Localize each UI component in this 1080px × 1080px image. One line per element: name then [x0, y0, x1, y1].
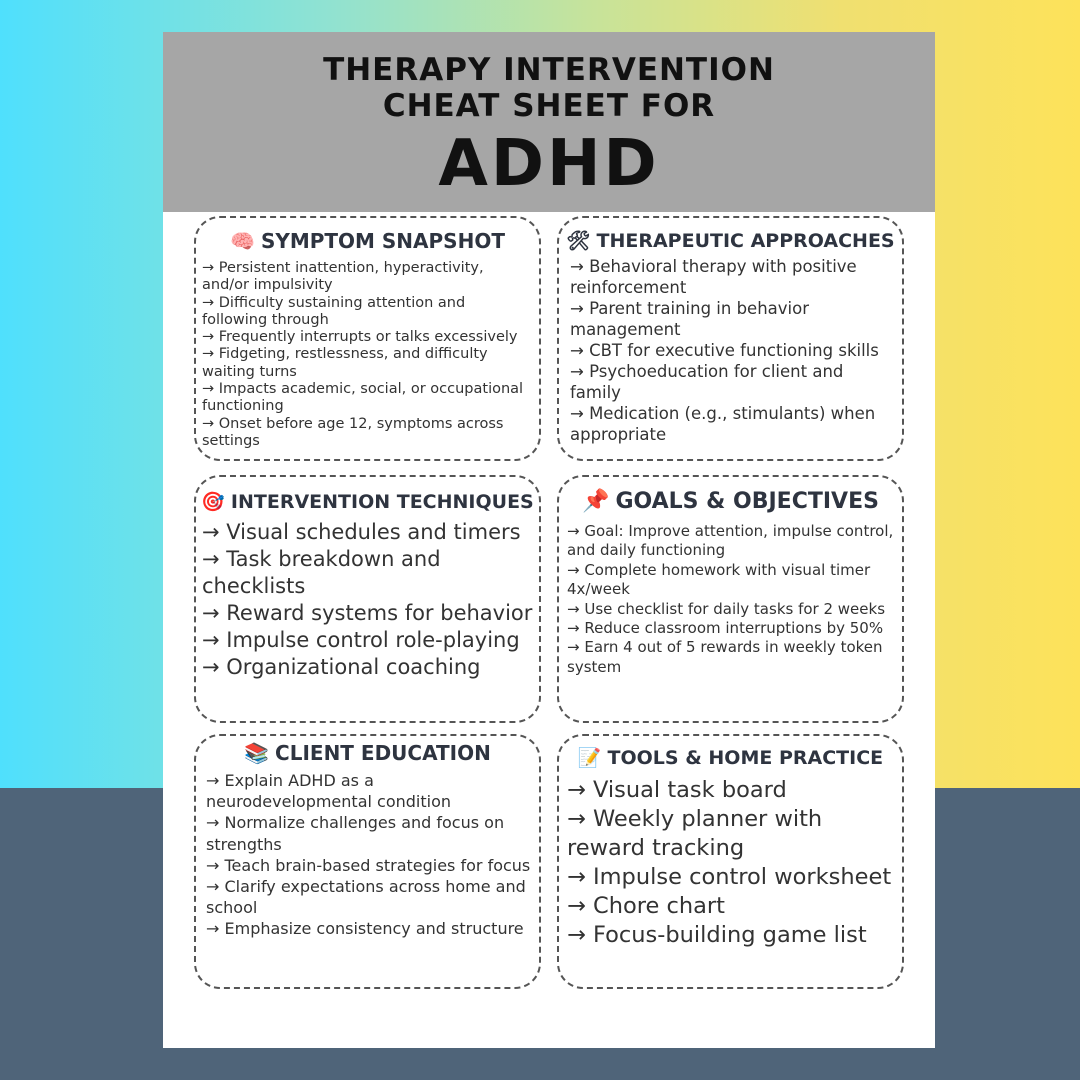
list-item: → Impulse control worksheet [567, 864, 892, 890]
list-item: → Psychoeducation for client and family [570, 362, 844, 402]
symptom-list [202, 260, 533, 450]
books-icon: 📚 [244, 741, 270, 765]
tools-icon: 🛠 [566, 230, 591, 252]
card-goals-objectives [557, 475, 904, 723]
pushpin-icon: 📌 [582, 489, 610, 514]
cheat-sheet [163, 32, 935, 1048]
list-item: → Visual schedules and timers [202, 520, 521, 544]
list-item: → Emphasize consistency and structure [206, 919, 524, 939]
list-item: → Parent training in behavior management [570, 299, 810, 339]
list-item: → Clarify expectations across home and school [206, 877, 526, 918]
card-symptom-snapshot [194, 216, 541, 461]
title-line-2: CHEAT SHEET FOR [382, 88, 716, 124]
list-item: → Organizational coaching [202, 655, 481, 679]
list-item: → Normalize challenges and focus on strengths [206, 813, 505, 854]
card-title-text: SYMPTOM SNAPSHOT [260, 229, 505, 253]
list-item: → Medication (e.g., stimulants) when appropriate [570, 404, 876, 444]
list-item: → Teach brain-based strategies for focus [206, 855, 531, 875]
condition-title: ADHD [438, 127, 660, 201]
list-item: → Task breakdown and checklists [202, 547, 441, 598]
target-icon: 🎯 [201, 491, 225, 513]
list-item: → Explain ADHD as a neurodevelopmental condition [206, 771, 451, 812]
list-item: → Impulse control role-playing [202, 628, 520, 652]
list-item: → Use checklist for daily tasks for 2 weeks [567, 599, 886, 618]
card-title-text: TOOLS & HOME PRACTICE [607, 747, 884, 769]
brain-icon: 🧠 [230, 229, 255, 253]
card-title [559, 745, 902, 771]
card-title [196, 489, 539, 515]
list-item: → Persistent inattention, hyperactivity, and/or impulsivity [202, 260, 484, 294]
approaches-list [570, 256, 894, 445]
card-title-text: CLIENT EDUCATION [275, 741, 491, 765]
card-title-text: INTERVENTION TECHNIQUES [230, 491, 534, 513]
title-line-1: THERAPY INTERVENTION [323, 52, 775, 88]
card-client-education [194, 734, 541, 989]
card-intervention-techniques [194, 475, 541, 723]
list-item: → Focus-building game list [567, 922, 867, 948]
list-item: → Weekly planner with reward tracking [567, 806, 823, 861]
card-tools-home-practice [557, 734, 904, 989]
list-item: → Earn 4 out of 5 rewards in weekly token system [567, 638, 883, 676]
list-item: → Reduce classroom interruptions by 50% [567, 619, 884, 638]
card-title [559, 228, 902, 254]
techniques-list [202, 519, 533, 681]
education-list [206, 770, 531, 940]
list-item: → Chore chart [567, 893, 725, 919]
tools-list [567, 776, 896, 950]
card-title [196, 228, 539, 254]
card-title [559, 489, 902, 515]
list-item: → Impacts academic, social, or occupational functioning [202, 381, 524, 415]
list-item: → Behavioral therapy with positive reinforcement [570, 257, 857, 297]
card-title-text: THERAPEUTIC APPROACHES [596, 230, 895, 252]
memo-icon: 📝 [577, 747, 602, 769]
list-item: → Frequently interrupts or talks excessively [202, 329, 518, 346]
card-title [196, 740, 539, 766]
list-item: → Onset before age 12, symptoms across settings [202, 415, 504, 449]
list-item: → Reward systems for behavior [202, 601, 533, 625]
list-item: → CBT for executive functioning skills [570, 341, 879, 360]
list-item: → Complete homework with visual timer 4x/week [567, 560, 871, 599]
list-item: → Goal: Improve attention, impulse control, and daily functioning [567, 522, 894, 560]
card-therapeutic-approaches [557, 216, 904, 461]
card-title-text: GOALS & OBJECTIVES [615, 489, 879, 514]
list-item: → Difficulty sustaining attention and following through [202, 294, 466, 328]
list-item: → Fidgeting, restlessness, and difficulty waiting turns [202, 346, 488, 380]
list-item: → Visual task board [567, 777, 787, 803]
header-banner [163, 32, 935, 212]
goals-list [567, 522, 896, 677]
